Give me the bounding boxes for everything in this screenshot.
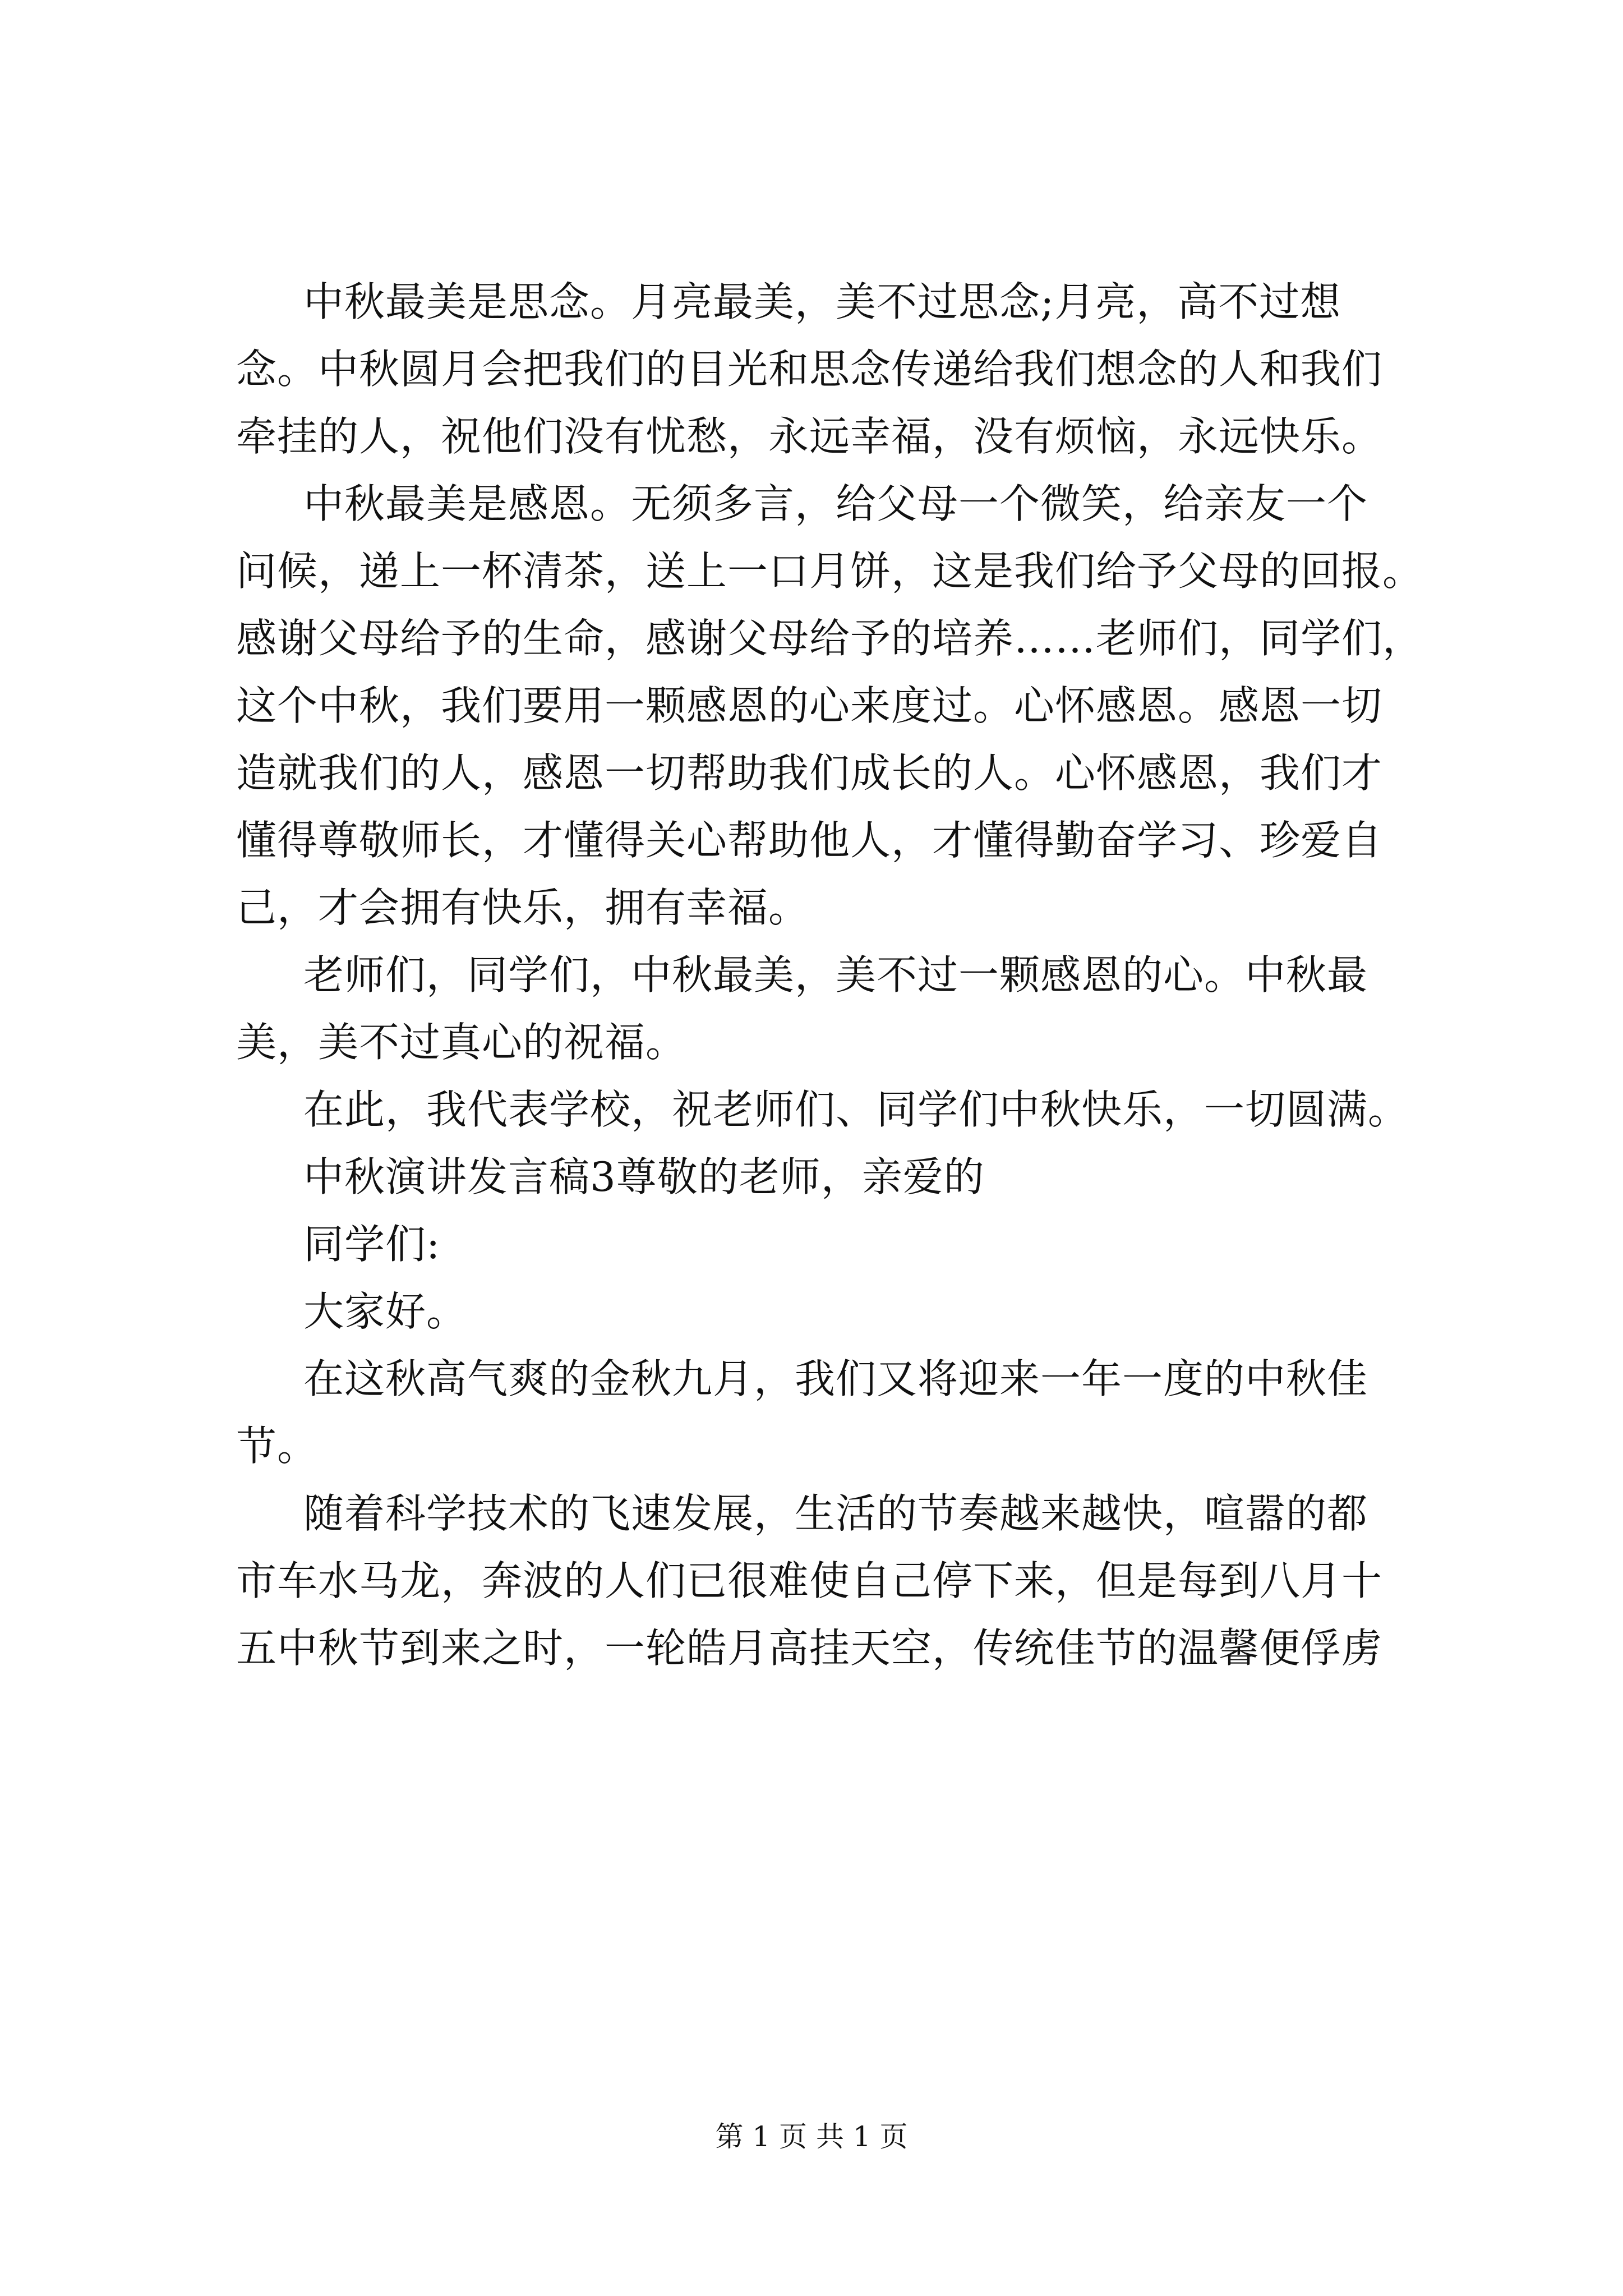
text-line: 节。 — [236, 1423, 319, 1470]
text-line: 牵挂的人，祝他们没有忧愁，永远幸福，没有烦恼，永远快乐。 — [236, 413, 1383, 460]
text-line: 造就我们的人，感恩一切帮助我们成长的人。心怀感恩，我们才 — [236, 749, 1383, 797]
text-line: 懂得尊敬师长，才懂得关心帮助他人，才懂得勤奋学习、珍爱自 — [236, 817, 1383, 864]
text-line: 在此，我代表学校，祝老师们、同学们中秋快乐，一切圆满。 — [303, 1086, 1409, 1133]
text-line: 这个中秋，我们要用一颗感恩的心来度过。心怀感恩。感恩一切 — [236, 682, 1383, 729]
text-line: 念。中秋圆月会把我们的目光和思念传递给我们想念的人和我们 — [236, 346, 1383, 393]
text-line: 老师们，同学们，中秋最美，美不过一颗感恩的心。中秋最 — [303, 951, 1368, 999]
text-line: 问候，递上一杯清茶，送上一口月饼，这是我们给予父母的回报。 — [236, 547, 1424, 595]
text-line: 中秋最美是感恩。无须多言，给父母一个微笑，给亲友一个 — [303, 480, 1368, 527]
text-line: 美，美不过真心的祝福。 — [236, 1019, 687, 1066]
page-footer: 第 1 页 共 1 页 — [715, 2120, 908, 2153]
text-line: 感谢父母给予的生命，感谢父母给予的培养……老师们，同学们， — [236, 615, 1424, 662]
text-line: 己，才会拥有快乐，拥有幸福。 — [236, 884, 810, 931]
text-line: 市车水马龙，奔波的人们已很难使自己停下来，但是每到八月十 — [236, 1557, 1383, 1604]
text-line: 同学们: — [303, 1221, 441, 1268]
text-line: 中秋演讲发言稿3尊敬的老师，亲爱的 — [303, 1153, 985, 1200]
text-line: 随着科学技术的飞速发展，生活的节奏越来越快，喧嚣的都 — [303, 1490, 1368, 1537]
text-line: 在这秋高气爽的金秋九月，我们又将迎来一年一度的中秋佳 — [303, 1355, 1368, 1402]
text-line: 大家好。 — [303, 1288, 468, 1335]
text-line: 五中秋节到来之时，一轮皓月高挂天空，传统佳节的温馨便俘虏 — [236, 1625, 1383, 1672]
text-line: 中秋最美是思念。月亮最美，美不过思念;月亮，高不过想 — [303, 278, 1341, 325]
